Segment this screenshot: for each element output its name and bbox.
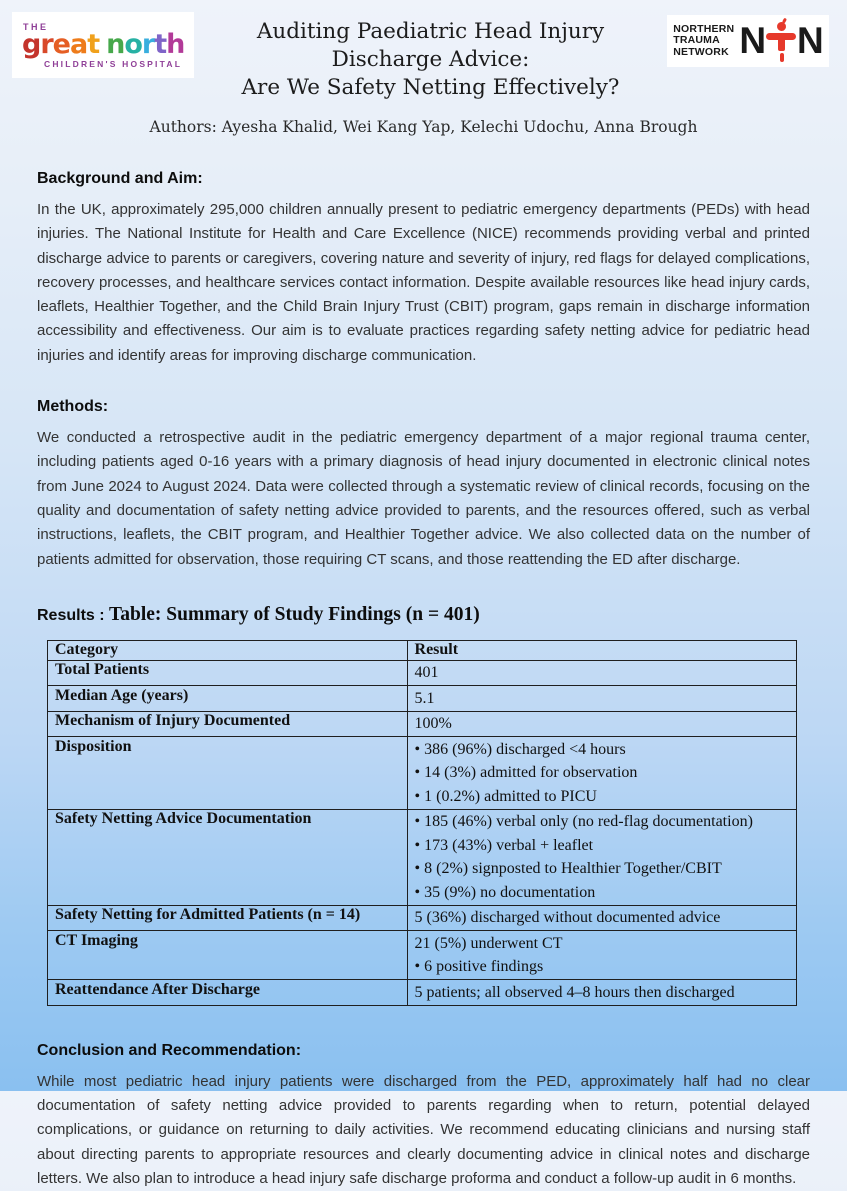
result-line: 5 (36%) discharged without documented advice <box>414 909 721 927</box>
northern-trauma-network-logo <box>667 15 829 67</box>
logo-letter: t <box>154 29 167 60</box>
summary-of-findings-table <box>47 640 797 1006</box>
table-row <box>48 686 797 712</box>
logo-letter: r <box>40 29 53 60</box>
result-line: • 173 (43%) verbal + leaflet <box>414 836 594 854</box>
result-line: • 14 (3%) admitted for observation <box>414 764 638 782</box>
ntn-line-trauma: TRAUMA <box>673 34 720 47</box>
category-cell: Safety Netting Advice Documentation <box>48 809 408 905</box>
conclusion-paragraph: While most pediatric head injury patients were discharged from the PED, approximately half had no clear documentation of safety netting advice provided to parents regarding when to return, potential delayed complications, or guidance on returning to daily activities. We recommend educating clinicians and nursing staff about directing parents to appropriate resources and clearly documenting advice in clinical notes and discharge letters. We also plan to introduce a head injury safe discharge proforma and conduct a follow-up audit in 6 months. <box>37 1072 810 1188</box>
methods-heading: Methods: <box>37 398 109 416</box>
poster-content <box>0 170 847 1191</box>
result-line: • 386 (96%) discharged <4 hours <box>414 740 626 758</box>
table-row <box>48 931 797 980</box>
ntn-line-network: NETWORK <box>673 45 729 58</box>
background-paragraph: In the UK, approximately 295,000 children annually present to pediatric emergency departments (PEDs) with head injuries. The National Institute for Health and Care Excellence (NICE) recommends providing verbal and printed discharge advice to parents or caregivers, covering nature and severity of injury, red flags for delayed complications, recovery processes, and healthcare services contact information. Despite available resources like head injury cards, leaflets, Healthier Together, and the Child Brain Injury Trust (CBIT) program, gaps remain in discharge information accessibility and effectiveness. Our aim is to evaluate practices regarding safety netting advice for pediatric head injuries and identify areas for improving discharge communication. <box>37 201 810 364</box>
table-row <box>48 660 797 686</box>
ntn-letter-n-left: N <box>739 20 766 61</box>
category-cell: Reattendance After Discharge <box>48 980 408 1006</box>
category-cell: CT Imaging <box>48 931 408 980</box>
logo-letter: o <box>124 29 142 60</box>
ntn-wordmark <box>673 24 734 59</box>
result-cell <box>407 737 796 810</box>
methods-paragraph: We conducted a retrospective audit in the pediatric emergency department of a major regional trauma center, including patients aged 0-16 years with a primary diagnosis of head injury documented in electronic clinical notes from June 2024 to August 2024. Data were collected through a systematic review of clinical records, focusing on the quality and documentation of safety netting advice provided to parents, and the resources offered, such as verbal instructions, leaflets, the CBIT program, and Healthier Together advice. We also collected data on the number of patients admitted for observation, those requiring CT scans, and those reattending the ED after discharge. <box>37 429 810 568</box>
result-cell <box>407 905 796 931</box>
ntn-line-northern: NORTHERN <box>673 22 735 35</box>
result-cell <box>407 809 796 905</box>
result-cell <box>407 686 796 712</box>
logo-letter: h <box>166 29 185 60</box>
result-line: • 6 positive findings <box>414 958 544 976</box>
results-heading-prefix: Results : <box>37 606 105 624</box>
person-figure-icon <box>766 19 796 63</box>
result-line: • 35 (9%) no documentation <box>414 883 596 901</box>
table-row <box>48 809 797 905</box>
category-cell: Median Age (years) <box>48 686 408 712</box>
logo-letter: g <box>22 29 41 60</box>
table-header-row <box>48 640 797 660</box>
column-header-result: Result <box>407 640 796 660</box>
result-line: • 185 (46%) verbal only (no red-flag documentation) <box>414 813 753 831</box>
background-heading: Background and Aim: <box>37 170 203 187</box>
category-cell: Total Patients <box>48 660 408 686</box>
logo-letter: n <box>106 29 125 60</box>
logo-letter: e <box>52 29 70 60</box>
results-table-body <box>48 660 797 1005</box>
table-row <box>48 737 797 810</box>
result-line: 100% <box>414 715 452 733</box>
logo-letter: r <box>141 29 155 60</box>
logo-great-north-wordmark <box>22 29 186 60</box>
conclusion-heading: Conclusion and Recommendation: <box>37 1041 302 1059</box>
poster-header <box>0 0 847 102</box>
results-heading-main: Table: Summary of Study Findings (n = 401) <box>109 603 480 625</box>
category-cell: Safety Netting for Admitted Patients (n = 14) <box>48 905 408 931</box>
ntn-monogram <box>739 19 822 63</box>
table-row <box>48 980 797 1006</box>
title-block <box>194 12 667 102</box>
column-header-category: Category <box>48 640 408 660</box>
results-heading <box>37 604 810 626</box>
great-north-childrens-hospital-logo <box>12 12 194 78</box>
logo-letter: a <box>69 29 88 60</box>
result-line: 21 (5%) underwent CT <box>414 934 563 952</box>
table-row <box>48 905 797 931</box>
page-title <box>200 18 661 102</box>
result-cell <box>407 660 796 686</box>
result-line: • 1 (0.2%) admitted to PICU <box>414 787 597 805</box>
logo-the-label: THE <box>23 22 49 32</box>
category-cell: Disposition <box>48 737 408 810</box>
title-line-1: Auditing Paediatric Head Injury Discharge Advice: <box>256 19 605 72</box>
table-row <box>48 711 797 737</box>
result-cell <box>407 711 796 737</box>
logo-childrens-hospital-label: CHILDREN'S HOSPITAL <box>44 59 183 69</box>
authors-line: Authors: Ayesha Khalid, Wei Kang Yap, Kelechi Udochu, Anna Brough <box>149 118 698 136</box>
result-cell <box>407 931 796 980</box>
result-line: 5 patients; all observed 4–8 hours then discharged <box>414 983 735 1001</box>
result-cell <box>407 980 796 1006</box>
logo-letter: t <box>87 29 100 60</box>
result-line: • 8 (2%) signposted to Healthier Together/CBIT <box>414 860 722 878</box>
result-line: 401 <box>414 664 439 682</box>
ntn-letter-n-right: N <box>797 20 823 61</box>
title-line-2: Are We Safety Netting Effectively? <box>241 75 620 100</box>
result-line: 5.1 <box>414 689 435 707</box>
category-cell: Mechanism of Injury Documented <box>48 711 408 737</box>
